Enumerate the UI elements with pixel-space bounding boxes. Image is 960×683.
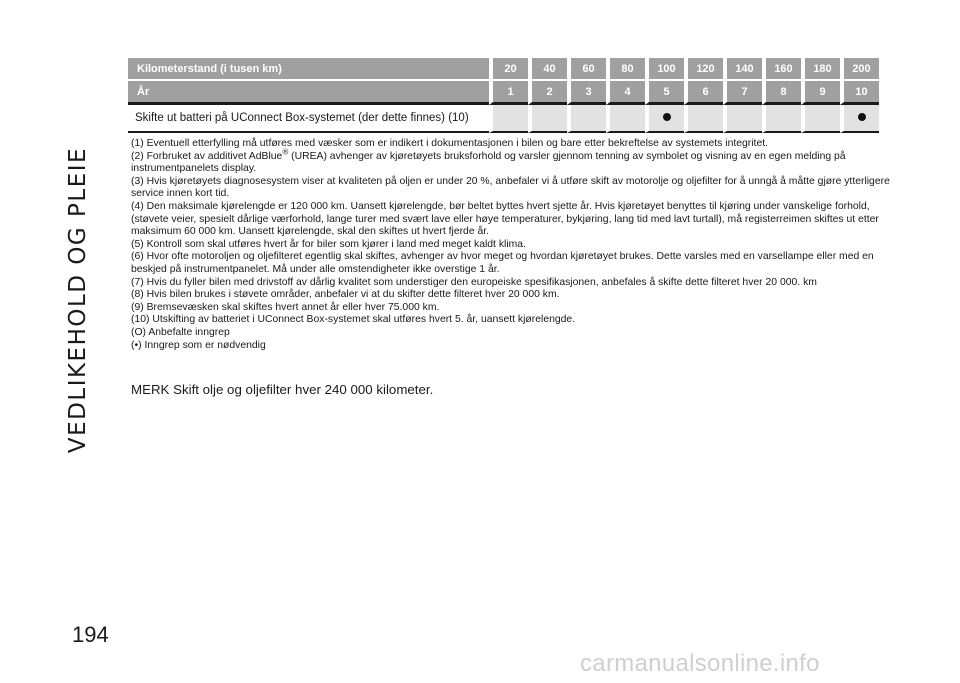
table-row [128,105,879,133]
maintenance-schedule-table [128,58,879,133]
schedule-cell [840,105,879,133]
footnote: (9) Bremsevæsken skal skiftes hvert annet år eller hver 75.000 km. [131,301,440,313]
schedule-cell [567,105,606,133]
note-merk: MERK Skift olje og oljefilter hver 240 000 kilometer. [131,382,434,397]
schedule-cell [723,105,762,133]
schedule-cell [684,105,723,133]
footnote: (7) Hvis du fyller bilen med drivstoff av dårlig kvalitet som understiger den europeiske spesifikasjonen, anbefales å skifte dette filteret hver 20 000. km [131,276,817,288]
km-header-label: Kilometerstand (i tusen km) [128,58,489,81]
schedule-cell [606,105,645,133]
footnote: (6) Hvor ofte motoroljen og oljefilteret egentlig skal skiftes, avhenger av hvor meget og hvordan kjøretøyet brukes. Dette varsles med en varsellampe eller med en beskjed på instrumentpanelet. Må under alle omstendigheter ikke overstige 1 år. [131,251,874,275]
year-value: 7 [723,81,762,105]
km-value: 40 [528,58,567,81]
page-number: 194 [72,622,109,647]
footnote [131,147,891,176]
schedule-cell [489,105,528,133]
schedule-mark [663,113,671,121]
year-value: 10 [840,81,879,105]
year-value: 6 [684,81,723,105]
km-value: 100 [645,58,684,81]
year-header-row [128,81,879,105]
schedule-cell [528,105,567,133]
schedule-cell [645,105,684,133]
schedule-mark [858,113,866,121]
footnote: (1) Eventuell etterfylling må utføres med væsker som er indikert i dokumentasjonen i bilen og bare etter bekreftelse av systemets integritet. [131,138,768,149]
schedule-cell [801,105,840,133]
footnote-text: (2) Forbruket av additivet AdBlue [131,150,283,162]
year-value: 5 [645,81,684,105]
footnote: (3) Hvis kjøretøyets diagnosesystem viser at kvaliteten på oljen er under 20 %, anbefaler vi å utføre skift av motorolje og oljefilter for å unngå å måtte gjøre ytterligere service innen kort tid. [131,175,890,200]
year-value: 4 [606,81,645,105]
km-value: 180 [801,58,840,81]
legend-required: (•) Inngrep som er nødvendig [131,339,266,351]
footnote: (5) Kontroll som skal utføres hvert år for biler som kjører i land med meget kaldt klima. [131,238,526,250]
legend-recommended: (O) Anbefalte inngrep [131,326,230,338]
footnote-text: (UREA) avhenger av kjøretøyets bruksforhold og varsler gjennom tenning av symbolet og visning av en egen melding på instrumentpanelets display. [131,150,846,175]
year-header-label: År [128,81,489,105]
km-header-row [128,58,879,81]
km-value: 60 [567,58,606,81]
km-value: 120 [684,58,723,81]
schedule-cell [762,105,801,133]
footnote: (4) Den maksimale kjørelengde er 120 000 km. Uansett kjørelengde, bør beltet byttes hvert sjette år. Hvis kjøretøyet benyttes til kjøring under vanskelige forhold, (støvete veier, spesielt dårlige værforhold, lange turer med svært lave eller høye temperaturer, bykjøring, lang tid med lavt turtall), må registerreimen skiftes ut etter maksimum 60 000 km. Uansett kjørelengde, skal den skiftes ut hvert fjerde år. [131,200,879,238]
footnotes [131,138,891,352]
year-value: 9 [801,81,840,105]
year-value: 1 [489,81,528,105]
year-value: 3 [567,81,606,105]
km-value: 160 [762,58,801,81]
watermark: carmanualsonline.info [580,650,820,677]
year-value: 8 [762,81,801,105]
registered-mark: ® [282,147,289,157]
km-value: 140 [723,58,762,81]
footnote: (10) Utskifting av batteriet i UConnect Box-systemet skal utføres hvert 5. år, uansett kjørelengde. [131,314,576,326]
km-value: 200 [840,58,879,81]
section-title-text: VEDLIKEHOLD OG PLEIE [65,146,91,454]
service-item-label: Skifte ut batteri på UConnect Box-systemet (der dette finnes) (10) [128,105,489,133]
km-value: 20 [489,58,528,81]
footnote: (8) Hvis bilen brukes i støvete områder, anbefaler vi at du skifter dette filteret hver 20 000 km. [131,289,560,301]
km-value: 80 [606,58,645,81]
year-value: 2 [528,81,567,105]
